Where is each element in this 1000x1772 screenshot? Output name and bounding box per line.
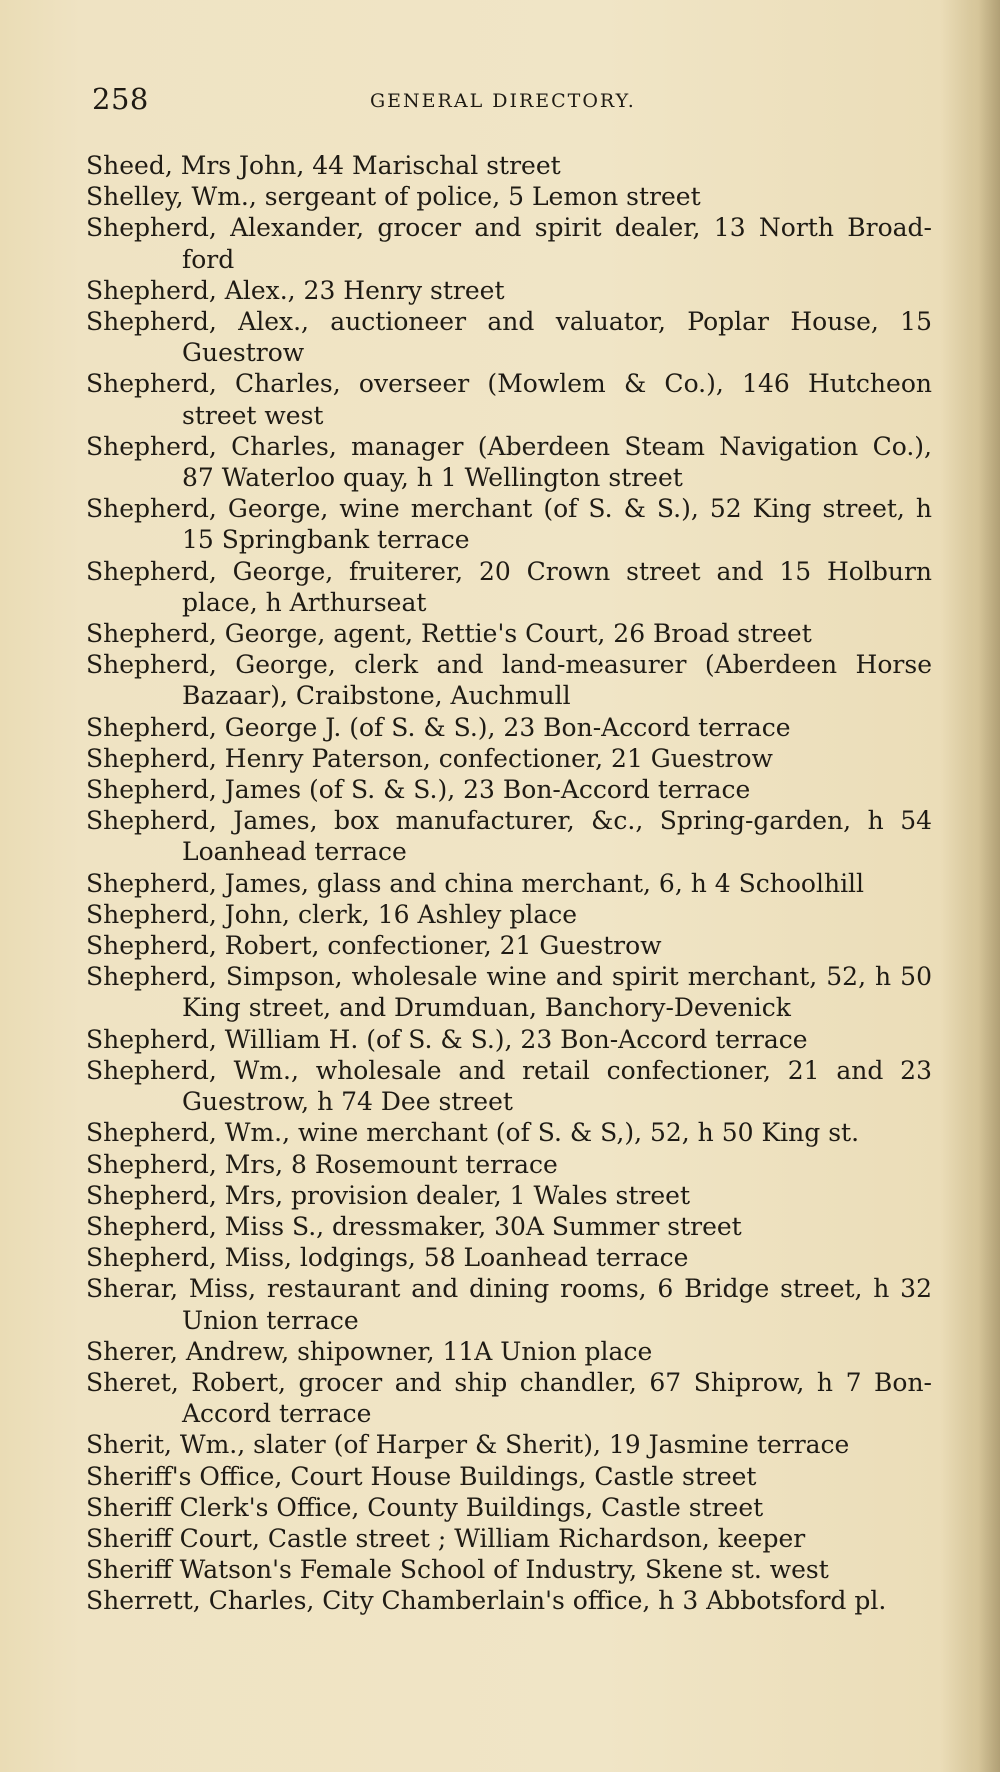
directory-entry: Sheret, Robert, grocer and ship chandler, 67 Shiprow, h 7 Bon- Accord terrace bbox=[86, 1367, 932, 1429]
directory-entry: Sheed, Mrs John, 44 Marischal street bbox=[86, 151, 561, 180]
directory-entry: Shepherd, Wm., wholesale and retail confectioner, 21 and 23 Guestrow, h 74 Dee street bbox=[86, 1055, 932, 1117]
directory-entry: Sherit, Wm., slater (of Harper & Sherit), 19 Jasmine terrace bbox=[86, 1430, 850, 1460]
directory-entry: Shepherd, George, fruiterer, 20 Crown street and 15 Holburn place, h Arthurseat bbox=[86, 556, 932, 617]
directory-entry: Shepherd, William H. (of S. & S.), 23 Bon-Accord terrace bbox=[86, 1024, 808, 1054]
directory-entry: Shepherd, Simpson, wholesale wine and spirit merchant, 52, h 50 King street, and Drumduan, Banchory-Devenick bbox=[86, 962, 932, 1023]
directory-entry: Shepherd, Miss S., dressmaker, 30A Summer street bbox=[86, 1211, 742, 1241]
directory-entry: Shepherd, George, clerk and land-measurer (Aberdeen Horse Bazaar), Craibstone, Auchmull bbox=[86, 650, 932, 711]
directory-entry: Shelley, Wm., sergeant of police, 5 Lemon street bbox=[86, 182, 701, 212]
page-header bbox=[92, 82, 912, 122]
directory-entry: Sherar, Miss, restaurant and dining rooms, 6 Bridge street, h 32 Union terrace bbox=[86, 1274, 932, 1335]
running-title: GENERAL DIRECTORY. bbox=[370, 90, 636, 112]
directory-entry: Sheriff Watson's Female School of Industry, Skene st. west bbox=[86, 1555, 829, 1585]
directory-entry: Shepherd, Alexander, grocer and spirit dealer, 13 North Broad- ford bbox=[86, 213, 932, 274]
directory-entry: Sherer, Andrew, shipowner, 11A Union place bbox=[86, 1336, 653, 1366]
directory-entry: Shepherd, Henry Paterson, confectioner, 21 Guestrow bbox=[86, 743, 773, 773]
directory-entry: Shepherd, Alex., auctioneer and valuator, Poplar House, 15 Guestrow bbox=[86, 307, 932, 368]
directory-entry: Sherrett, Charles, City Chamberlain's office, h 3 Abbotsford pl. bbox=[86, 1586, 887, 1616]
directory-entry: Shepherd, Wm., wine merchant (of S. & S,), 52, h 50 King st. bbox=[86, 1118, 860, 1148]
directory-entry: Shepherd, James (of S. & S.), 23 Bon-Accord terrace bbox=[86, 775, 751, 805]
directory-entry: Shepherd, James, box manufacturer, &c., Spring-garden, h 54 Loanhead terrace bbox=[86, 806, 932, 867]
directory-entry: Shepherd, Robert, confectioner, 21 Guestrow bbox=[86, 931, 662, 961]
directory-entry: Shepherd, George J. (of S. & S.), 23 Bon-Accord terrace bbox=[86, 712, 791, 742]
directory-entry: Shepherd, Alex., 23 Henry street bbox=[86, 275, 505, 305]
directory-entries bbox=[86, 150, 932, 1617]
directory-entry: Sheriff's Office, Court House Buildings, Castle street bbox=[86, 1461, 757, 1491]
directory-entry: Shepherd, Charles, manager (Aberdeen Steam Navigation Co.), 87 Waterloo quay, h 1 Wellington street bbox=[86, 431, 932, 493]
directory-entry: Sheriff Clerk's Office, County Buildings, Castle street bbox=[86, 1492, 764, 1522]
directory-entry: Shepherd, George, wine merchant (of S. & S.), 52 King street, h 15 Springbank terrace bbox=[86, 494, 932, 555]
directory-entry: Shepherd, George, agent, Rettie's Court, 26 Broad street bbox=[86, 619, 812, 649]
directory-entry: Shepherd, Charles, overseer (Mowlem & Co.), 146 Hutcheon street west bbox=[86, 369, 932, 430]
directory-entry: Shepherd, Miss, lodgings, 58 Loanhead terrace bbox=[86, 1243, 689, 1273]
directory-entry: Shepherd, James, glass and china merchant, 6, h 4 Schoolhill bbox=[86, 868, 865, 898]
directory-entry: Shepherd, Mrs, provision dealer, 1 Wales street bbox=[86, 1180, 690, 1210]
page-edge-shadow bbox=[978, 0, 1000, 1772]
directory-entry: Shepherd, Mrs, 8 Rosemount terrace bbox=[86, 1149, 558, 1179]
page-number: 258 bbox=[92, 82, 149, 116]
directory-entry: Sheriff Court, Castle street ; William Richardson, keeper bbox=[86, 1523, 806, 1553]
directory-entry: Shepherd, John, clerk, 16 Ashley place bbox=[86, 899, 578, 929]
